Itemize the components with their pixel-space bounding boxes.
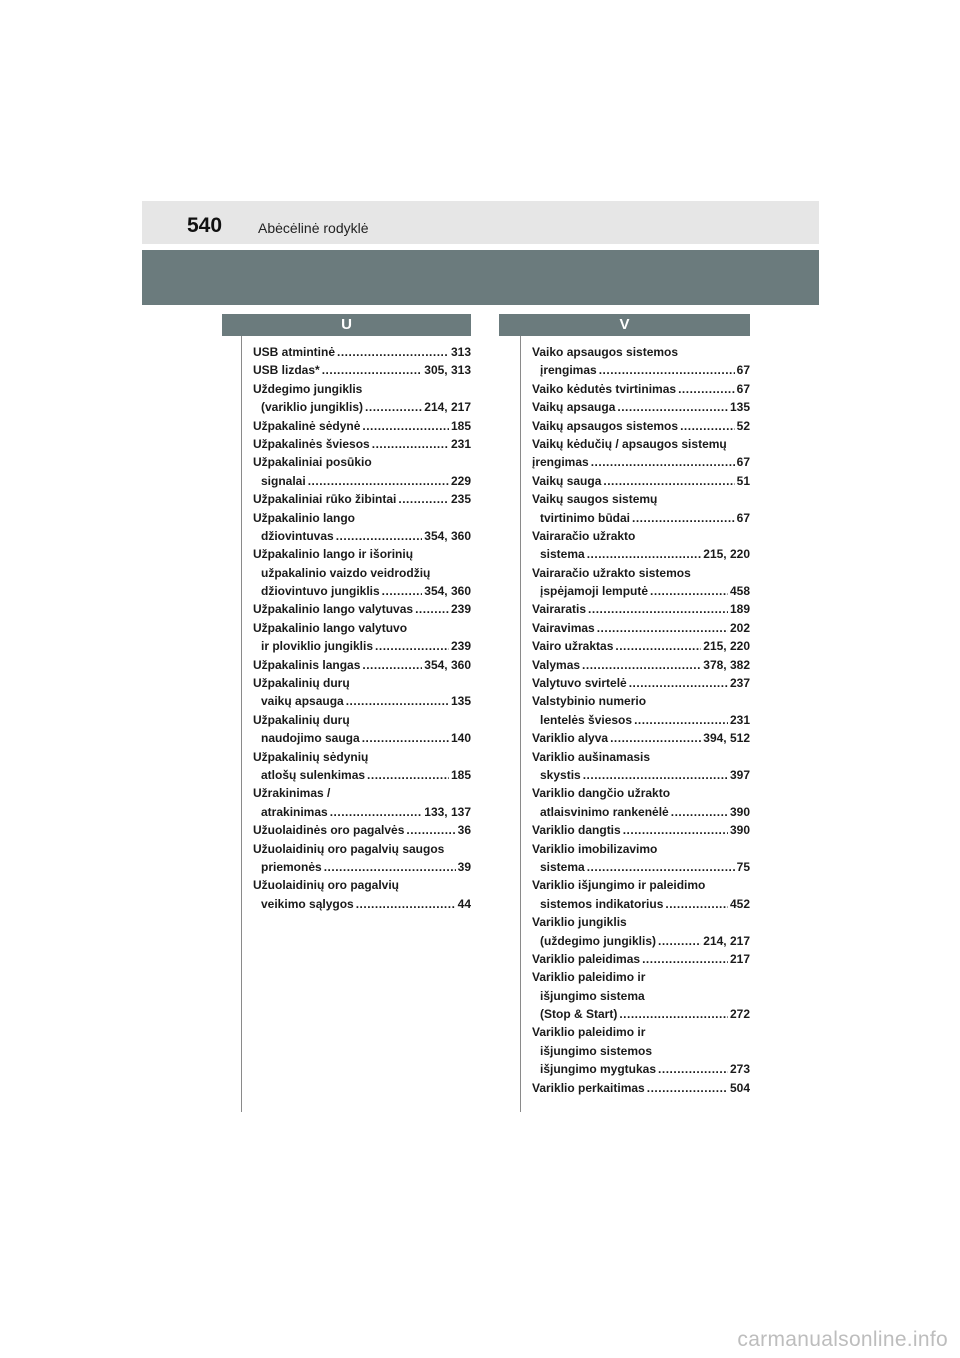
index-entry-text: Vairo užraktas — [532, 639, 614, 654]
dot-leader — [599, 361, 735, 379]
index-page-ref[interactable]: 215, 220 — [703, 639, 750, 654]
index-entry-text: lentelės šviesos — [540, 712, 633, 727]
index-entry-text: Uždegimo jungiklis — [253, 381, 363, 396]
index-entry — [253, 509, 471, 546]
index-page-ref[interactable]: 390 — [729, 823, 750, 838]
index-entry-line — [253, 545, 471, 563]
dot-leader — [336, 527, 423, 545]
index-entry-line — [532, 417, 750, 435]
index-entry-line — [253, 858, 471, 876]
index-entry — [532, 619, 750, 637]
index-page-ref[interactable]: 133, 137 — [424, 804, 471, 819]
index-column-u — [253, 343, 471, 913]
dot-leader — [665, 895, 728, 913]
index-page-ref[interactable]: 239 — [450, 639, 471, 654]
index-entry — [253, 656, 471, 674]
index-entry-text: Variklio jungiklis — [532, 915, 627, 930]
index-entry-text: Užrakinimas / — [253, 786, 331, 801]
index-entry — [532, 380, 750, 398]
index-entry — [253, 784, 471, 821]
index-entry — [532, 435, 750, 472]
index-entry-line — [532, 637, 750, 655]
index-entry-line — [532, 803, 750, 821]
index-entry-text: įrengimas — [532, 455, 589, 470]
index-page-ref[interactable]: 504 — [729, 1080, 750, 1095]
index-entry — [532, 564, 750, 601]
index-page-ref[interactable]: 231 — [729, 712, 750, 727]
index-entry-line — [532, 1005, 750, 1023]
index-entry-text: Užpakalinis langas — [253, 657, 361, 672]
index-page-ref[interactable]: 452 — [729, 896, 750, 911]
index-entry-line — [532, 490, 750, 508]
index-entry-line — [253, 564, 471, 582]
dot-leader — [588, 600, 728, 618]
index-entry-text: veikimo sąlygos — [261, 896, 354, 911]
index-entry-text: Užpakalinės šviesos — [253, 436, 370, 451]
index-page-ref[interactable]: 394, 512 — [703, 731, 750, 746]
index-entry-line — [532, 545, 750, 563]
index-entry-text: sistema — [540, 547, 585, 562]
index-entry-line — [532, 472, 750, 490]
index-page-ref[interactable]: 217 — [729, 951, 750, 966]
index-page-ref[interactable]: 305, 313 — [424, 363, 471, 378]
index-entry-text: Užpakalinio lango valytuvo — [253, 620, 408, 635]
index-entry-line — [253, 895, 471, 913]
index-entry-line — [532, 656, 750, 674]
dot-leader — [658, 1060, 728, 1078]
letter-heading-u: U — [222, 314, 471, 336]
index-entry-text: skystis — [540, 767, 581, 782]
index-entry-line — [532, 821, 750, 839]
index-entry-line — [253, 417, 471, 435]
index-entry — [253, 435, 471, 453]
watermark-band — [0, 1320, 960, 1358]
index-entry-line — [532, 895, 750, 913]
index-entry-line — [253, 692, 471, 710]
dot-leader — [362, 656, 422, 674]
index-entry-text: priemonės — [261, 859, 322, 874]
index-page-ref[interactable]: 67 — [736, 363, 750, 378]
index-page-ref[interactable]: 214, 217 — [424, 400, 471, 415]
index-entry-text: Valytuvo svirtelė — [532, 676, 627, 691]
index-entry-text: ir ploviklio jungiklis — [261, 639, 374, 654]
index-entry — [253, 343, 471, 361]
index-entry — [532, 821, 750, 839]
dot-leader — [362, 417, 449, 435]
dot-leader — [629, 674, 728, 692]
index-entry-text: Užpakalinė sėdynė — [253, 418, 361, 433]
index-entry-text: Vairaračio užrakto — [532, 528, 636, 543]
index-entry-line — [253, 343, 471, 361]
index-entry-line — [532, 858, 750, 876]
dot-leader — [623, 821, 728, 839]
index-entry-line — [532, 509, 750, 527]
index-entry — [532, 490, 750, 527]
index-entry-line — [532, 913, 750, 931]
index-entry-line — [253, 729, 471, 747]
index-entry-line — [532, 435, 750, 453]
index-entry-text: tvirtinimo būdai — [540, 510, 630, 525]
index-entry-line — [253, 582, 471, 600]
dot-leader — [365, 398, 422, 416]
index-entry-text: Užpakalinių durų — [253, 712, 350, 727]
index-entry-line — [532, 950, 750, 968]
index-page-ref[interactable]: 354, 360 — [424, 528, 471, 543]
index-entry — [253, 545, 471, 600]
index-entry-line — [532, 1023, 750, 1041]
index-entry — [253, 453, 471, 490]
index-entry-text: sistemos indikatorius — [540, 896, 664, 911]
index-entry-line — [532, 729, 750, 747]
index-entry-text: Valymas — [532, 657, 581, 672]
index-entry-line — [253, 784, 471, 802]
index-entry-text: Užpakalinio lango valytuvas — [253, 602, 414, 617]
index-entry-line — [532, 600, 750, 618]
index-entry-text: Variklio imobilizavimo — [532, 841, 658, 856]
dot-leader — [671, 803, 728, 821]
index-entry-line — [253, 766, 471, 784]
index-entry-line — [532, 527, 750, 545]
column-divider — [520, 336, 521, 1112]
index-entry-text: USB lizdas* — [253, 363, 320, 378]
index-entry-line — [532, 840, 750, 858]
index-entry — [532, 656, 750, 674]
dot-leader — [647, 1079, 728, 1097]
section-band — [142, 250, 819, 305]
dot-leader — [406, 821, 455, 839]
index-entry-line — [532, 380, 750, 398]
index-page-ref[interactable]: 458 — [729, 584, 750, 599]
index-page-ref[interactable]: 237 — [729, 676, 750, 691]
index-page-ref[interactable]: 52 — [736, 418, 750, 433]
dot-leader — [382, 582, 423, 600]
index-page-ref[interactable]: 75 — [736, 859, 750, 874]
index-entry-line — [532, 784, 750, 802]
index-entry — [253, 711, 471, 748]
index-entry-text: Vaikų kėdučių / apsaugos sistemų — [532, 436, 727, 451]
index-entry-line — [253, 619, 471, 637]
dot-leader — [372, 435, 449, 453]
index-entry — [532, 527, 750, 564]
dot-leader — [583, 766, 728, 784]
dot-leader — [346, 692, 449, 710]
index-entry-text: sistema — [540, 859, 585, 874]
dot-leader — [610, 729, 701, 747]
dot-leader — [603, 472, 734, 490]
index-entry-text: signalai — [261, 473, 306, 488]
dot-leader — [308, 472, 449, 490]
index-entry-line — [532, 932, 750, 950]
index-entry-text: Užpakaliniai rūko žibintai — [253, 492, 397, 507]
index-entry-line — [532, 1060, 750, 1078]
index-entry-text: Variklio paleidimas — [532, 951, 641, 966]
index-entry — [532, 784, 750, 821]
index-entry-line — [253, 840, 471, 858]
index-entry-line — [532, 1079, 750, 1097]
index-entry-line — [253, 527, 471, 545]
index-page-ref[interactable]: 135 — [450, 694, 471, 709]
index-entry-text: (uždegimo jungiklis) — [540, 933, 656, 948]
index-entry-text: Užpakaliniai posūkio — [253, 455, 372, 470]
index-page-ref[interactable]: 135 — [729, 400, 750, 415]
index-entry-line — [532, 453, 750, 471]
index-page-ref[interactable]: 354, 360 — [424, 584, 471, 599]
index-page-ref[interactable]: 51 — [736, 473, 750, 488]
index-entry — [532, 1079, 750, 1097]
index-page-ref[interactable]: 185 — [450, 767, 471, 782]
index-page-ref[interactable]: 231 — [450, 436, 471, 451]
index-entry-text: Variklio dangčio užrakto — [532, 786, 671, 801]
index-entry-text: įrengimas — [540, 363, 597, 378]
index-entry — [532, 876, 750, 913]
index-entry-text: Vairaračio užrakto sistemos — [532, 565, 691, 580]
dot-leader — [362, 729, 449, 747]
index-entry — [253, 490, 471, 508]
column-divider — [241, 336, 242, 1112]
index-entry-text: USB atmintinė — [253, 345, 336, 359]
index-page-ref[interactable]: 140 — [450, 731, 471, 746]
index-entry-text: Vairavimas — [532, 620, 595, 635]
index-entry-text: džiovintuvo jungiklis — [261, 584, 380, 599]
index-page-ref[interactable]: 215, 220 — [703, 547, 750, 562]
index-entry-text: Užuolaidinės oro pagalvės — [253, 823, 405, 838]
index-entry-text: Variklio alyva — [532, 731, 609, 746]
index-entry — [532, 600, 750, 618]
index-entry-line — [253, 600, 471, 618]
index-entry-line — [532, 582, 750, 600]
index-entry — [253, 380, 471, 417]
index-entry-text: Variklio dangtis — [532, 823, 621, 838]
index-entry — [253, 600, 471, 618]
dot-leader — [658, 932, 701, 950]
index-page-ref[interactable]: 397 — [729, 767, 750, 782]
index-page-ref[interactable]: 229 — [450, 473, 471, 488]
index-entry-line — [532, 692, 750, 710]
index-entry-text: Vaiko apsaugos sistemos — [532, 345, 679, 359]
dot-leader — [587, 858, 735, 876]
dot-leader — [356, 895, 456, 913]
index-entry-line — [532, 876, 750, 894]
dot-leader — [330, 803, 423, 821]
index-page-ref[interactable]: 202 — [729, 620, 750, 635]
dot-leader — [678, 380, 735, 398]
dot-leader — [642, 950, 728, 968]
dot-leader — [650, 582, 728, 600]
index-entry-line — [253, 656, 471, 674]
index-entry-line — [253, 876, 471, 894]
index-entry — [532, 968, 750, 1023]
index-page-ref[interactable]: 235 — [450, 492, 471, 507]
index-page-ref[interactable]: 354, 360 — [424, 657, 471, 672]
index-entry — [253, 821, 471, 839]
dot-leader — [324, 858, 456, 876]
index-entry-line — [253, 490, 471, 508]
index-entry-text: naudojimo sauga — [261, 731, 360, 746]
index-entry-text: Užpakalinio lango — [253, 510, 356, 525]
index-entry-text: Užpakalinių sėdynių — [253, 749, 369, 764]
index-page-ref[interactable]: 67 — [736, 510, 750, 525]
page-title: Abėcėlinė rodyklė — [258, 220, 369, 236]
index-entry — [253, 748, 471, 785]
index-entry — [532, 674, 750, 692]
index-entry-text: atrakinimas — [261, 804, 328, 819]
index-entry — [253, 674, 471, 711]
index-entry-text: Vaikų saugos sistemų — [532, 492, 658, 507]
index-entry-line — [253, 711, 471, 729]
index-entry-line — [532, 711, 750, 729]
dot-leader — [617, 398, 728, 416]
index-entry-text: džiovintuvas — [261, 528, 334, 543]
index-page-ref[interactable]: 36 — [457, 823, 471, 838]
index-page-ref[interactable]: 239 — [450, 602, 471, 617]
index-page-ref[interactable]: 44 — [457, 896, 471, 911]
index-entry-text: Vaikų sauga — [532, 473, 602, 488]
page-number: 540 — [187, 214, 223, 237]
dot-leader — [619, 1005, 728, 1023]
dot-leader — [587, 545, 702, 563]
index-entry-line — [532, 1042, 750, 1060]
index-entry-text: užpakalinio vaizdo veidrodžių — [261, 565, 431, 580]
index-entry-text: Variklio išjungimo ir paleidimo — [532, 878, 706, 893]
index-page-ref[interactable]: 272 — [729, 1007, 750, 1022]
index-entry — [253, 619, 471, 656]
dot-leader — [337, 343, 449, 361]
index-entry — [532, 417, 750, 435]
index-entry — [532, 637, 750, 655]
index-entry-line — [532, 619, 750, 637]
dot-leader — [415, 600, 449, 618]
index-entry-line — [532, 398, 750, 416]
index-entry-line — [253, 509, 471, 527]
dot-leader — [597, 619, 728, 637]
index-entry-line — [253, 361, 471, 379]
index-page-ref[interactable]: 378, 382 — [703, 657, 750, 672]
index-entry-line — [253, 674, 471, 692]
index-entry-text: Vaiko kėdutės tvirtinimas — [532, 381, 677, 396]
index-entry-text: (Stop & Start) — [540, 1007, 618, 1022]
index-page-ref[interactable]: 214, 217 — [703, 933, 750, 948]
watermark-text: carmanualsonline.info — [737, 1328, 948, 1351]
index-entry — [532, 692, 750, 729]
index-entry-text: Valstybinio numerio — [532, 694, 647, 709]
index-entry — [253, 876, 471, 913]
dot-leader — [398, 490, 449, 508]
index-entry-line — [253, 472, 471, 490]
dot-leader — [375, 637, 449, 655]
index-page-ref[interactable]: 67 — [736, 381, 750, 396]
index-entry-line — [253, 821, 471, 839]
dot-leader — [634, 711, 728, 729]
index-page-ref[interactable]: 313 — [450, 345, 471, 359]
index-entry-line — [532, 748, 750, 766]
index-entry-text: vaikų apsauga — [261, 694, 344, 709]
index-entry-text: Vairaratis — [532, 602, 587, 617]
index-entry — [532, 1023, 750, 1078]
index-entry-line — [253, 435, 471, 453]
index-page-ref[interactable]: 390 — [729, 804, 750, 819]
index-entry — [532, 343, 750, 380]
index-entry-text: išjungimo mygtukas — [540, 1062, 657, 1077]
index-entry-line — [532, 674, 750, 692]
index-entry-text: Variklio paleidimo ir — [532, 970, 646, 985]
index-entry-text: atlošų sulenkimas — [261, 767, 366, 782]
dot-leader — [615, 637, 701, 655]
index-entry-text: Užpakalinio lango ir išorinių — [253, 547, 414, 562]
index-entry-line — [253, 803, 471, 821]
index-entry — [532, 913, 750, 950]
index-entry-text: išjungimo sistemos — [540, 1043, 653, 1058]
index-entry — [532, 398, 750, 416]
index-entry — [253, 361, 471, 379]
index-entry-line — [532, 343, 750, 361]
index-entry-text: Užuolaidinių oro pagalvių saugos — [253, 841, 445, 856]
index-entry-line — [253, 380, 471, 398]
dot-leader — [367, 766, 449, 784]
index-entry-text: Vaikų apsaugos sistemos — [532, 418, 679, 433]
index-page-ref[interactable]: 39 — [457, 859, 471, 874]
index-entry-text: Variklio paleidimo ir — [532, 1025, 646, 1040]
dot-leader — [322, 361, 423, 379]
index-entry-line — [532, 564, 750, 582]
index-entry-line — [532, 987, 750, 1005]
index-entry — [532, 472, 750, 490]
dot-leader — [632, 509, 735, 527]
index-entry — [253, 840, 471, 877]
index-entry — [532, 729, 750, 747]
index-page-ref[interactable]: 67 — [736, 455, 750, 470]
index-entry — [532, 840, 750, 877]
index-entry-line — [253, 398, 471, 416]
index-entry — [532, 748, 750, 785]
index-entry-line — [253, 453, 471, 471]
dot-leader — [680, 417, 735, 435]
index-entry-line — [253, 637, 471, 655]
index-entry-line — [532, 968, 750, 986]
index-entry-line — [532, 361, 750, 379]
index-entry-text: (variklio jungiklis) — [261, 400, 364, 415]
index-entry-text: Variklio aušinamasis — [532, 749, 651, 764]
index-entry-text: atlaisvinimo rankenėlė — [540, 804, 669, 819]
dot-leader — [591, 453, 735, 471]
index-entry-text: Užpakalinių durų — [253, 676, 350, 691]
index-entry-text: įspėjamoji lemputė — [540, 584, 649, 599]
index-entry-text: Vaikų apsauga — [532, 400, 616, 415]
index-entry-text: Užuolaidinių oro pagalvių — [253, 878, 400, 893]
index-entry-text: Variklio perkaitimas — [532, 1080, 645, 1095]
index-entry-line — [253, 748, 471, 766]
letter-heading-v: V — [499, 314, 750, 336]
dot-leader — [582, 656, 701, 674]
index-entry — [253, 417, 471, 435]
index-entry-line — [532, 766, 750, 784]
index-entry — [532, 950, 750, 968]
index-entry-text: išjungimo sistema — [540, 988, 645, 1003]
index-page-ref[interactable]: 189 — [729, 602, 750, 617]
header-band — [142, 201, 819, 244]
index-column-v — [532, 343, 750, 1097]
index-page-ref[interactable]: 273 — [729, 1062, 750, 1077]
index-page-ref[interactable]: 185 — [450, 418, 471, 433]
